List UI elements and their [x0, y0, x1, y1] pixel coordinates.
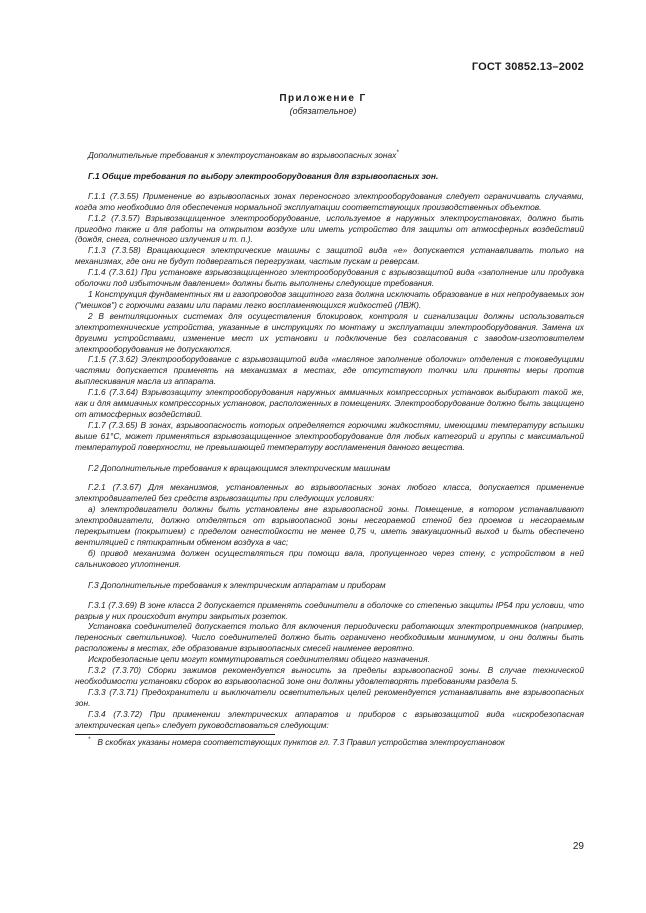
paragraph: Г.2.1 (7.3.67) Для механизмов, установленных во взрывоопасных зонах любого класса, допускается применение электродвигателей без средств взрывозащиты при следующих условиях:	[75, 482, 584, 504]
paragraph: Г.1.2 (7.3.57) Взрывозащищенное электрооборудование, используемое в наружных электроустановках, должно быть пригодно также и для работы на открытом воздухе или иметь устройство для защиты от атмосферных воздействий (дождя, снега, солнечного излучения и т. п.).	[75, 212, 584, 245]
page-number: 29	[572, 841, 584, 852]
document-title-text: Дополнительные требования к электроустановкам во взрывоопасных зонах	[88, 150, 397, 160]
document-body	[75, 150, 584, 747]
paragraph: Г.1.7 (7.3.65) В зонах, взрывоопасность которых определяется горючими жидкостями, имеющими температуру вспышки выше 61°С, может применяться взрывозащищенное электрооборудование для любых категорий и группы с максимальной температурой поверхности, не превышающей температуру воспламенения данного вещества.	[75, 419, 584, 452]
paragraph: Г.1.6 (7.3.64) Взрывозащиту электрооборудования наружных аммиачных компрессорных установок выбирают такой же, как и для аммиачных компрессорных установок, расположенных в помещениях. Электрооборудование должно быть защищено от атмосферных воздействий.	[75, 387, 584, 419]
section-heading-1: Г.1 Общие требования по выбору электрооборудования для взрывоопасных зон.	[88, 170, 439, 181]
paragraph: б) привод механизма должен осуществляться при помощи вала, пропущенного через стену, с устройством в ней сальникового уплотнения.	[75, 547, 584, 569]
paragraph: Установка соединителей допускается только для включения периодически работающих электроприемников (например, переносных светильников). Число соединителей должно быть ограничено необходимым минимумом, и они должны быть расположены в местах, где образование взрывоопасных смесей наименее вероятно.	[75, 621, 584, 654]
paragraph: Г.1.3 (7.3.58) Вращающиеся электрические машины с защитой вида «е» допускается устанавливать только на механизмах, где они не будут подвергаться перегрузкам, частым пускам и реверсам.	[75, 245, 584, 267]
paragraph: Г.1.5 (7.3.62) Электрооборудование с взрывозащитой вида «масляное заполнение оболочки» отделения с токоведущими частями допускается применять на механизмах в местах, где отсутствуют толчки или приняты меры против выплескивания масла из аппарата.	[75, 354, 584, 387]
standard-number: ГОСТ 30852.13–2002	[471, 61, 584, 73]
appendix-title: Приложение Г	[279, 93, 367, 104]
footnote-divider	[75, 734, 275, 735]
paragraph: Г.1.4 (7.3.61) При установке взрывозащищенного электрооборудования с взрывозащитой вида «заполнение или продувка оболочки под избыточным давлением» должны быть выполнены следующие требования.	[75, 267, 584, 289]
section-2-paragraphs	[75, 482, 584, 569]
paragraph: Г.3.4 (7.3.72) При применении электрических аппаратов и приборов с взрывозащитой вида «искробезопасная электрическая цепь» следует руководствоваться следующим:	[75, 708, 584, 730]
footnote	[75, 737, 584, 748]
section-heading-2: Г.2 Дополнительные требования к вращающимся электрическим машинам	[88, 462, 391, 473]
paragraph: а) электродвигатели должны быть установлены вне взрывоопасной зоны. Помещение, в котором устанавливают электродвигатели, должно отделяться от взрывоопасной зоны несгораемой стеной без проемов и несгораемым перекрытием (покрытием) с пределом огнестойкости не менее 0,75 ч, иметь эвакуационный выход и быть обеспечено вентиляцией с пятикратным обменом воздуха в час;	[75, 504, 584, 547]
paragraph: Г.3.3 (7.3.71) Предохранители и выключатели осветительных целей рекомендуется устанавливать вне взрывоопасных зон.	[75, 686, 584, 708]
paragraph: Г.1.1 (7.3.55) Применение во взрывоопасных зонах переносного электрооборудования следует ограничивать случаями, когда это необходимо для обеспечения нормальной эксплуатации соответствующих производственных объектов.	[75, 190, 584, 212]
paragraph: 1 Конструкция фундаментных ям и газопроводов защитного газа должна исключать образование в них непродуваемых зон ("мешков") с горючими газами или парами легко воспламеняющихся жидкостей (ЛВЖ).	[75, 288, 584, 310]
paragraph: 2 В вентиляционных системах для осуществления блокировок, контроля и сигнализации должны использоваться электротехнические устройства, указанные в инструкциях по монтажу и эксплуатации электрооборудования. Замена их другими устройствами, изменение мест их установки и подключение без согласования с заводом-изготовителем электрооборудования не допускаются.	[75, 310, 584, 354]
footnote-mark: *	[88, 736, 91, 743]
section-1-paragraphs	[75, 191, 584, 453]
footnote-reference: *	[396, 150, 399, 157]
section-3-paragraphs	[75, 600, 584, 731]
paragraph: Искробезопасные цепи могут коммутироваться соединителями общего назначения.	[88, 654, 430, 665]
footnote-text: В скобках указаны номера соответствующих пунктов гл. 7.3 Правил устройства электроустановок	[97, 736, 505, 747]
section-heading-3: Г.3 Дополнительные требования к электрическим аппаратам и приборам	[88, 579, 386, 590]
paragraph: Г.3.1 (7.3.69) В зоне класса 2 допускается применять соединители в оболочке со степенью защиты IP54 при условии, что разрыв у них происходит внутри закрытых розеток.	[75, 599, 584, 621]
appendix-subtitle: (обязательное)	[289, 106, 357, 116]
paragraph: Г.3.2 (7.3.70) Сборки зажимов рекомендуется выносить за пределы взрывоопасной зоны. В случае технической необходимости установки сборок во взрывоопасной зоне они должны удовлетворять требованиям раздела 5.	[75, 665, 584, 686]
document-title	[75, 150, 584, 161]
